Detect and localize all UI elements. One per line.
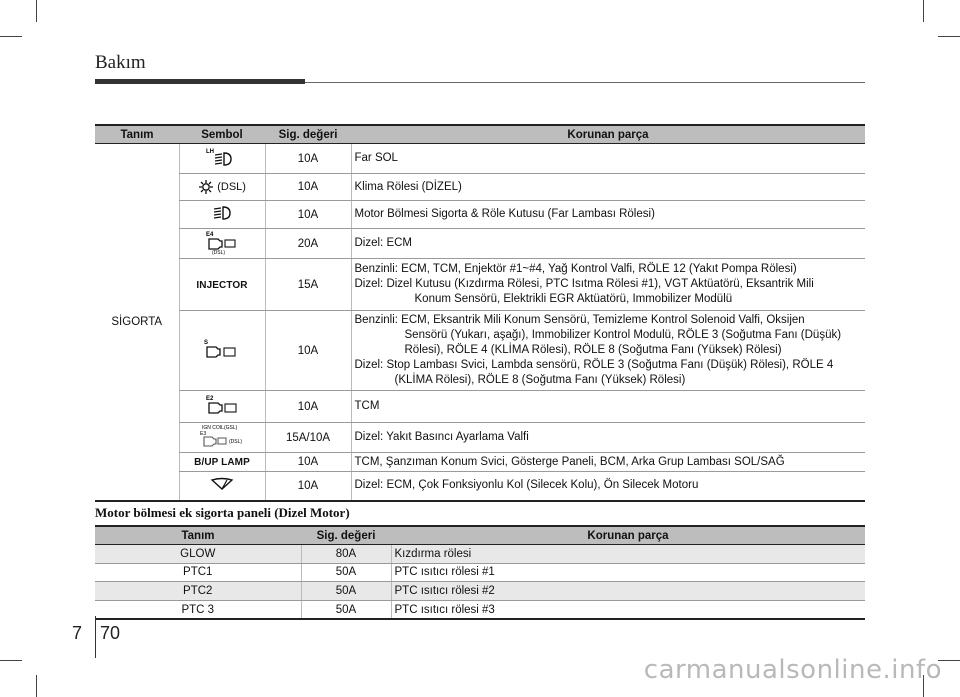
crop-mark [36,0,37,22]
page-header-title: Bakım [95,52,146,73]
table-row [95,174,865,201]
sub-table-header [95,526,865,545]
symbol-cell [179,229,265,259]
aircon-icon [198,179,214,195]
fuse-value: 50A [301,600,391,619]
table-row [95,391,865,423]
symbol-cell [179,472,265,501]
fuse-description: TCM, Şanzıman Konum Svici, Gösterge Paneli, BCM, Arka Grup Lambası SOL/SAĞ [351,453,865,472]
col-header-symbol: Sembol [179,125,265,144]
symbol-cell [179,259,265,311]
page-number [72,623,120,644]
fuse-description: Dizel: Yakıt Basıncı Ayarlama Valfi [351,423,865,453]
engine-fuse-s-icon [200,337,244,361]
headlamp-icon [207,204,237,222]
watermark: carmanualsonline.info [643,655,942,685]
table-row [95,423,865,453]
fuse-value: 10A [265,391,351,423]
fuse-description: Klima Rölesi (DİZEL) [351,174,865,201]
headlamp-lh-icon [202,145,242,169]
table-row [95,311,865,391]
symbol-cell [179,423,265,453]
fuse-description: TCM [351,391,865,423]
symbol-cell [179,453,265,472]
col-header-value: Sig. değeri [301,526,391,545]
col-header-name: Tanım [95,526,301,545]
fuse-value: 20A [265,229,351,259]
fuse-description: Dizel: ECM [351,229,865,259]
engine-fuse-e4-icon [200,229,244,255]
fuse-value: 10A [265,311,351,391]
wiper-icon [209,476,235,492]
fuse-table-header [95,125,865,144]
fuse-value: 15A [265,259,351,311]
symbol-label-2: (DSL) [212,250,226,255]
fuse-value: 10A [265,174,351,201]
symbol-cell [179,391,265,423]
symbol-label: E4 [206,232,214,238]
symbol-cell [179,174,265,201]
symbol-cell [179,144,265,174]
fuse-value: 10A [265,472,351,501]
page-number-value: 70 [100,623,121,643]
crop-mark [36,675,37,697]
page-number-divider [95,616,96,658]
header-bar [95,79,305,84]
fuse-description: Far SOL [351,144,865,174]
col-header-name: Tanım [95,125,179,144]
fuse-description: Dizel: ECM, Çok Fonksiyonlu Kol (Silecek Kolu), Ön Silecek Motoru [351,472,865,501]
engine-fuse-e2-icon [200,393,244,417]
symbol-label: IGN COIL(GSL) [202,425,238,431]
fuse-table [95,124,865,502]
crop-mark [938,36,960,37]
fuse-description: PTC ısıtıcı rölesi #1 [391,563,865,582]
fuse-value: 50A [301,582,391,601]
fuse-value: 80A [301,545,391,564]
fuse-value: 10A [265,453,351,472]
fuse-description: Benzinli: ECM, TCM, Enjektör #1~#4, Yağ Kontrol Valfi, RÖLE 12 (Yakıt Pompa Rölesi) Dizel: Dizel Kutusu (Kızdırma Rölesi, PTC Isıtma Rölesi #1), VGT Aktüatörü, Eksantrik Mili Konum Sensörü, Elektrikli EGR Aktüatörü, Immobilizer Modülü [351,259,865,311]
symbol-label: (DSL) [217,181,246,194]
sub-panel-title: Motor bölmesi ek sigorta paneli (Dizel Motor) [95,505,350,520]
symbol-cell [179,201,265,229]
fuse-description: Benzinli: ECM, Eksantrik Mili Konum Sensörü, Temizleme Kontrol Solenoid Valfi, Oksijen Sensörü (Yukarı, aşağı), Immobilizer Kontrol Modulü, RÖLE 3 (Soğutma Fanı (Düşük) Rölesi), RÖLE 4 (KLİMA Rölesi), RÖLE 8 (Soğutma Fanı (Yüksek) Rölesi) Dizel: Stop Lambası Svici, Lambda sensörü, RÖLE 3 (Soğutma Fanı (Düşük) Rölesi), RÖLE 4 (KLİMA Rölesi), RÖLE 8 (Soğutma Fanı (Yüksek) Rölesi) [351,311,865,391]
symbol-label: LH [206,149,214,155]
fuse-description: PTC ısıtıcı rölesi #3 [391,600,865,619]
table-row [95,563,865,582]
col-header-protected: Korunan parça [351,125,865,144]
symbol-label-2: E3 [200,431,207,437]
fuse-name: GLOW [95,545,301,564]
fuse-name: PTC1 [95,563,301,582]
symbol-label: E2 [206,396,214,402]
bup-lamp-label: B/UP LAMP [194,457,250,468]
fuse-group-name: SİGORTA [95,144,179,501]
table-row [95,472,865,501]
injector-label: INJECTOR [196,279,248,291]
chapter-number: 7 [72,623,83,643]
symbol-label: S [204,340,209,346]
table-row [95,582,865,601]
crop-mark [0,660,22,661]
table-row [95,201,865,229]
fuse-name: PTC2 [95,582,301,601]
table-row [95,259,865,311]
ign-coil-e3-icon [196,423,248,449]
table-row [95,545,865,564]
table-row [95,453,865,472]
fuse-description: Motor Bölmesi Sigorta & Röle Kutusu (Far Lambası Rölesi) [351,201,865,229]
fuse-description: PTC ısıtıcı rölesi #2 [391,582,865,601]
col-header-protected: Korunan parça [391,526,865,545]
sub-panel-table [95,525,865,620]
fuse-value: 50A [301,563,391,582]
fuse-value: 10A [265,201,351,229]
col-header-value: Sig. değeri [265,125,351,144]
fuse-name: PTC 3 [95,600,301,619]
fuse-value: 15A/10A [265,423,351,453]
crop-mark [0,36,22,37]
symbol-label-3: (DSL) [229,439,243,445]
fuse-description: Kızdırma rölesi [391,545,865,564]
crop-mark [923,0,924,22]
table-row [95,600,865,619]
table-row [95,229,865,259]
symbol-cell [179,311,265,391]
table-row [95,144,865,174]
fuse-value: 10A [265,144,351,174]
